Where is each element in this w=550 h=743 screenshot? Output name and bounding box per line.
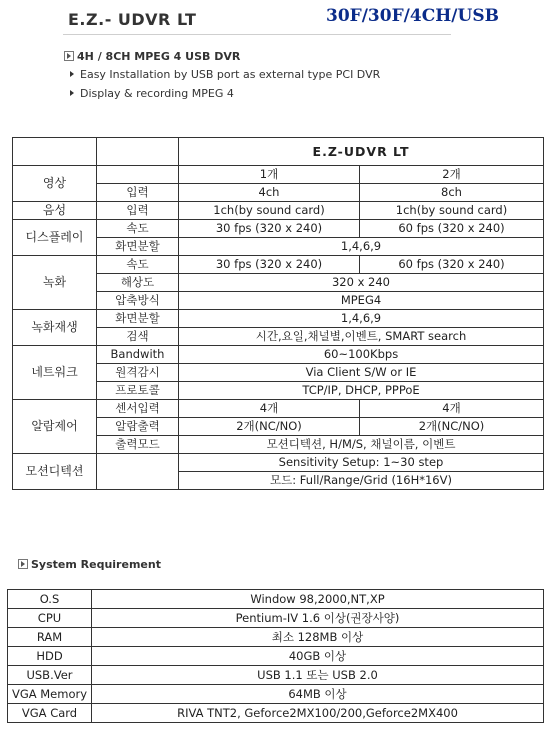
bullet-arrow-icon — [70, 71, 74, 77]
sysreq-value: 64MB 이상 — [92, 685, 544, 704]
sysreq-row — [8, 704, 544, 723]
spec-row — [13, 202, 544, 220]
spec-label: 알람출력 — [97, 418, 179, 436]
sysreq-row — [8, 628, 544, 647]
spec-value: 320 x 240 — [179, 274, 544, 292]
spec-label: 입력 — [97, 202, 179, 220]
page-title: E.Z.- UDVR LT — [68, 10, 197, 29]
sysreq-value: RIVA TNT2, Geforce2MX100/200,Geforce2MX400 — [92, 704, 544, 723]
sysreq-label: HDD — [8, 647, 92, 666]
model-badge: 30F/30F/4CH/USB — [326, 6, 499, 26]
spec-row — [13, 256, 544, 274]
sysreq-table — [7, 589, 544, 723]
cat-motion: 모션디텍션 — [13, 454, 97, 490]
spec-value: 1ch(by sound card) — [360, 202, 544, 220]
spec-value: 60 fps (320 x 240) — [360, 220, 544, 238]
sysreq-value: 최소 128MB 이상 — [92, 628, 544, 647]
spec-label: 입력 — [97, 184, 179, 202]
spec-value: 모션디텍션, H/M/S, 채널이름, 이벤트 — [179, 436, 544, 454]
spec-header-row — [13, 138, 544, 166]
sysreq-label: VGA Card — [8, 704, 92, 723]
sysreq-heading-text: System Requirement — [31, 558, 161, 571]
spec-value: MPEG4 — [179, 292, 544, 310]
intro-subtitle — [64, 50, 240, 63]
spec-corner-cell — [13, 138, 97, 166]
spec-row — [13, 310, 544, 328]
intro-bullet — [70, 87, 234, 100]
spec-row — [13, 454, 544, 472]
intro-bullet-text: Easy Installation by USB port as external type PCI DVR — [80, 68, 381, 81]
spec-value: TCP/IP, DHCP, PPPoE — [179, 382, 544, 400]
sysreq-label: VGA Memory — [8, 685, 92, 704]
arrow-box-icon — [18, 559, 28, 569]
spec-blank-cell — [97, 166, 179, 184]
spec-value: 1ch(by sound card) — [179, 202, 360, 220]
cat-alarm: 알람제어 — [13, 400, 97, 454]
spec-label: 속도 — [97, 220, 179, 238]
sysreq-label: CPU — [8, 609, 92, 628]
cat-audio: 음성 — [13, 202, 97, 220]
spec-label: 센서입력 — [97, 400, 179, 418]
spec-value: 4개 — [179, 400, 360, 418]
header-divider — [63, 34, 451, 35]
spec-label: 해상도 — [97, 274, 179, 292]
sysreq-heading — [18, 558, 161, 571]
cat-record: 녹화 — [13, 256, 97, 310]
bullet-arrow-icon — [70, 90, 74, 96]
spec-row — [13, 400, 544, 418]
spec-row — [13, 346, 544, 364]
spec-product-name: E.Z-UDVR LT — [179, 138, 544, 166]
spec-value: 2개(NC/NO) — [360, 418, 544, 436]
spec-value: 4ch — [179, 184, 360, 202]
intro-bullet-text: Display & recording MPEG 4 — [80, 87, 234, 100]
spec-value: 시간,요일,채널별,이벤트, SMART search — [179, 328, 544, 346]
spec-value: 모드: Full/Range/Grid (16H*16V) — [179, 472, 544, 490]
sysreq-label: USB.Ver — [8, 666, 92, 685]
spec-label: 원격감시 — [97, 364, 179, 382]
spec-value: 8ch — [360, 184, 544, 202]
spec-value: 60 fps (320 x 240) — [360, 256, 544, 274]
spec-label: Bandwith — [97, 346, 179, 364]
sysreq-value: USB 1.1 또는 USB 2.0 — [92, 666, 544, 685]
spec-value: 30 fps (320 x 240) — [179, 220, 360, 238]
spec-value: 4개 — [360, 400, 544, 418]
spec-blank-cell — [97, 138, 179, 166]
spec-label: 화면분할 — [97, 310, 179, 328]
intro-bullet — [70, 68, 380, 81]
spec-value: 30 fps (320 x 240) — [179, 256, 360, 274]
sysreq-row — [8, 609, 544, 628]
spec-label: 출력모드 — [97, 436, 179, 454]
cat-video: 영상 — [13, 166, 97, 202]
spec-value: Via Client S/W or IE — [179, 364, 544, 382]
spec-label: 검색 — [97, 328, 179, 346]
sysreq-value: Pentium-IV 1.6 이상(권장사양) — [92, 609, 544, 628]
spec-value: 60~100Kbps — [179, 346, 544, 364]
intro-subtitle-text: 4H / 8CH MPEG 4 USB DVR — [77, 50, 241, 63]
sysreq-value: Window 98,2000,NT,XP — [92, 590, 544, 609]
sysreq-row — [8, 666, 544, 685]
sysreq-label: RAM — [8, 628, 92, 647]
sysreq-row — [8, 590, 544, 609]
spec-value: 1,4,6,9 — [179, 238, 544, 256]
spec-value: 1,4,6,9 — [179, 310, 544, 328]
sysreq-label: O.S — [8, 590, 92, 609]
sysreq-row — [8, 685, 544, 704]
sysreq-row — [8, 647, 544, 666]
spec-value: 2개(NC/NO) — [179, 418, 360, 436]
spec-blank-cell — [97, 454, 179, 490]
spec-row — [13, 166, 544, 184]
cat-network: 네트워크 — [13, 346, 97, 400]
col-two-header: 2개 — [360, 166, 544, 184]
spec-label: 압축방식 — [97, 292, 179, 310]
spec-label: 화면분할 — [97, 238, 179, 256]
spec-table — [12, 137, 544, 490]
col-one-header: 1개 — [179, 166, 360, 184]
arrow-box-icon — [64, 51, 74, 61]
cat-display: 디스플레이 — [13, 220, 97, 256]
cat-playback: 녹화재생 — [13, 310, 97, 346]
spec-row — [13, 220, 544, 238]
spec-label: 프로토콜 — [97, 382, 179, 400]
spec-label: 속도 — [97, 256, 179, 274]
sysreq-value: 40GB 이상 — [92, 647, 544, 666]
spec-value: Sensitivity Setup: 1~30 step — [179, 454, 544, 472]
